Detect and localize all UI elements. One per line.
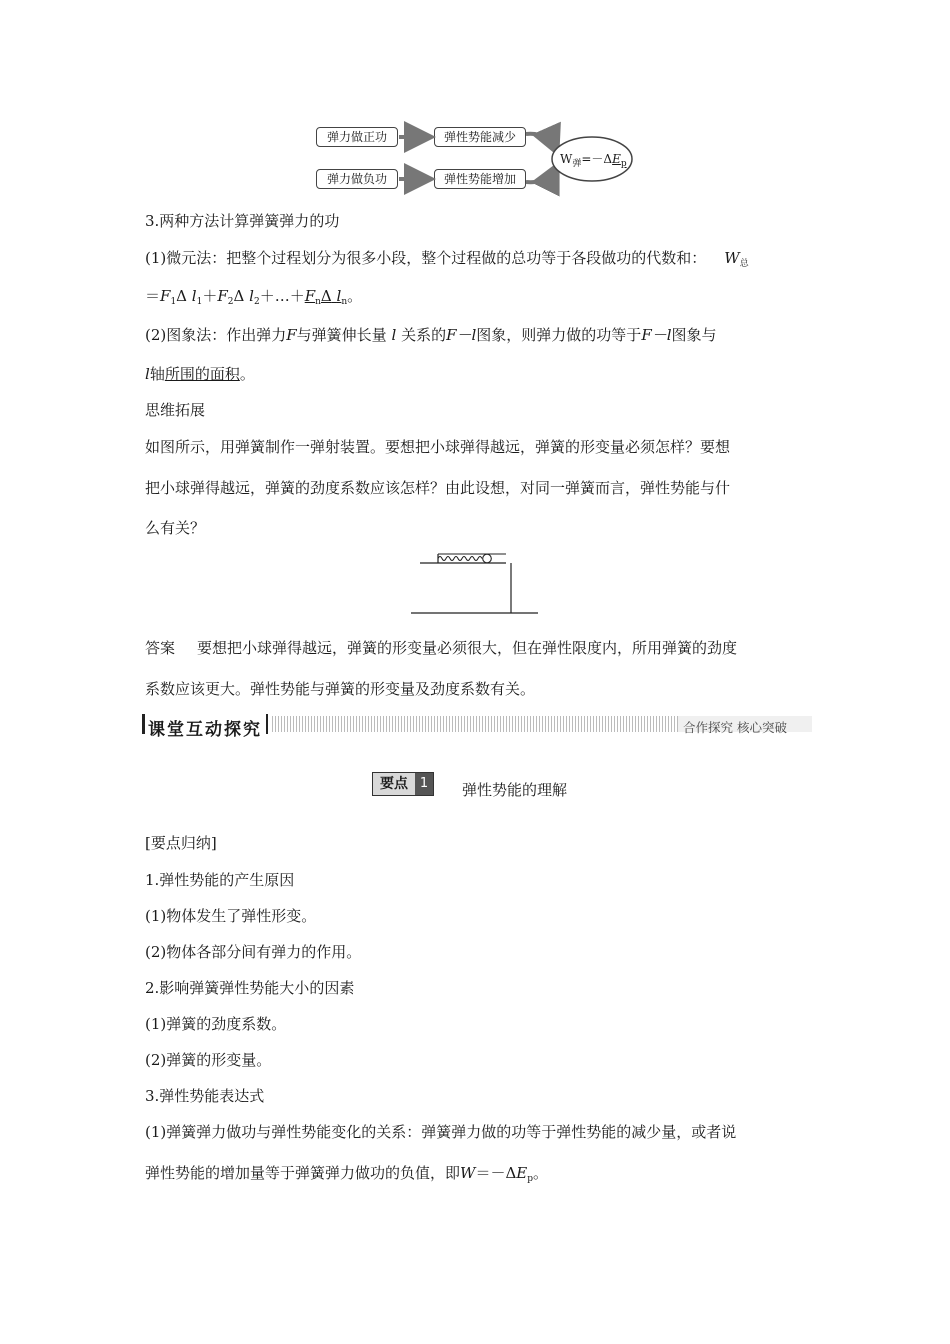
method1-w: W — [724, 249, 740, 267]
m2-d: 图象，则弹力做的功等于 — [476, 326, 642, 344]
m1-ln: l — [336, 287, 342, 305]
formula-eq: =－Δ — [581, 152, 613, 166]
thinking-q1: 如图所示，用弹簧制作一弹射装置。要想把小球弹得越远，弹簧的形变量必须怎样？要想 — [145, 438, 731, 456]
sec3-method2-line2 — [145, 364, 255, 384]
m1-l: l — [191, 287, 197, 305]
m1-eq: ＝ — [145, 287, 161, 305]
m1-f2: F — [217, 287, 228, 305]
m1-2: 2 — [227, 297, 234, 307]
m1-n2: n — [341, 297, 348, 307]
summary-s3a: (1)弹簧弹力做功与弹性势能变化的关系：弹簧弹力做的功等于弹性势能的减少量，或者说 — [145, 1123, 737, 1141]
banner-title: 课堂互动探究 — [148, 720, 262, 740]
m1-plus: ＋ — [202, 287, 218, 305]
method1-text: (1)微元法：把整个过程划分为很多小段，整个过程做的总功等于各段做功的代数和： — [145, 249, 707, 267]
answer-line1 — [145, 638, 737, 658]
m2-fl2: F－l — [641, 326, 672, 344]
sec3-method1-line2 — [145, 286, 362, 312]
m2-l: l — [391, 326, 397, 344]
box-positive-work: 弹力做正功 — [316, 127, 398, 147]
answer-text1: 要想把小球弹得越远，弹簧的形变量必须很大，但在弹性限度内，所用弹簧的劲度 — [197, 639, 738, 657]
s3b-e: E — [516, 1164, 528, 1182]
m1-end: 。 — [347, 287, 363, 305]
answer-line2: 系数应该更大。弹性势能与弹簧的形变量及劲度系数有关。 — [145, 680, 536, 698]
m2-area: 所围的面积 — [164, 365, 240, 383]
s3b-w: W — [460, 1164, 476, 1182]
method1-w-sub: 总 — [739, 259, 749, 269]
banner-separator — [266, 714, 268, 734]
m1-l1: 1 — [196, 297, 203, 307]
m2-c: 关系的 — [401, 326, 447, 344]
s3b-text: 弹性势能的增加量等于弹簧弹力做功的负值，即 — [145, 1164, 461, 1182]
summary-s2a: (1)弹簧的劲度系数。 — [145, 1015, 287, 1033]
m1-dln: Δ — [320, 287, 332, 305]
m2-fl: F－l — [446, 326, 477, 344]
sec3-method2-line1 — [145, 325, 717, 345]
m2-l2: l — [145, 365, 150, 383]
summary-s2: 2.影响弹簧弹性势能大小的因素 — [145, 979, 355, 997]
m1-fn: F — [304, 287, 316, 305]
summary-s1b: (2)物体各部分间有弹力的作用。 — [145, 943, 362, 961]
m2-e: 图象与 — [671, 326, 717, 344]
m2-end: 。 — [239, 365, 255, 383]
summary-s1a: (1)物体发生了弹性形变。 — [145, 907, 317, 925]
s3b-end: 。 — [533, 1164, 549, 1182]
box-energy-increase: 弹性势能增加 — [434, 169, 526, 189]
summary-heading: [要点归纳] — [145, 834, 217, 852]
s3b-p: p — [527, 1174, 533, 1184]
summary-s3b — [145, 1163, 548, 1189]
thinking-title: 思维拓展 — [145, 401, 206, 419]
m2-f-axis: 轴 — [149, 365, 165, 383]
m1-n: n — [315, 297, 321, 307]
m1-f1: F — [160, 287, 171, 305]
sec3-method1-line1 — [145, 248, 749, 274]
formula-e: E — [612, 152, 621, 166]
m2-f: F — [286, 326, 297, 344]
ellipse-formula — [560, 150, 627, 169]
m2-a: (2)图象法：作出弹力 — [145, 326, 287, 344]
banner-left-bar — [142, 714, 145, 734]
keypoint-title: 弹性势能的理解 — [462, 781, 568, 799]
m1-l-2: l — [249, 287, 254, 305]
m1-mid: ＋…＋ — [259, 287, 305, 305]
box-energy-decrease: 弹性势能减少 — [434, 127, 526, 147]
sec3-title: 3.两种方法计算弹簧弹力的功 — [145, 212, 340, 230]
diagram-arrows — [0, 0, 950, 220]
m1-dl: Δ — [176, 287, 188, 305]
keypoint-badge — [372, 772, 434, 796]
spring-launcher-figure — [408, 550, 548, 620]
summary-s2b: (2)弹簧的形变量。 — [145, 1051, 272, 1069]
banner-right-text: 合作探究 核心突破 — [683, 720, 787, 735]
m1-dl2: Δ — [233, 287, 245, 305]
m2-b: 与弹簧伸长量 — [296, 326, 387, 344]
thinking-q2: 把小球弹得越远，弹簧的劲度系数应该怎样？由此设想，对同一弹簧而言，弹性势能与什 — [145, 479, 731, 497]
answer-label: 答案 — [145, 639, 176, 657]
thinking-q3: 么有关？ — [145, 519, 206, 537]
summary-s1: 1.弹性势能的产生原因 — [145, 871, 295, 889]
formula-w: W — [560, 152, 573, 166]
keypoint-label: 要点 — [373, 773, 415, 795]
box-negative-work: 弹力做负功 — [316, 169, 398, 189]
m1-l2: 2 — [253, 297, 260, 307]
s3b-eq: ＝－Δ — [475, 1164, 517, 1182]
m1-1: 1 — [170, 297, 177, 307]
summary-s3: 3.弹性势能表达式 — [145, 1087, 265, 1105]
formula-w-sub: 弹 — [572, 159, 582, 169]
formula-p: p — [620, 159, 627, 169]
keypoint-number: 1 — [415, 773, 433, 795]
